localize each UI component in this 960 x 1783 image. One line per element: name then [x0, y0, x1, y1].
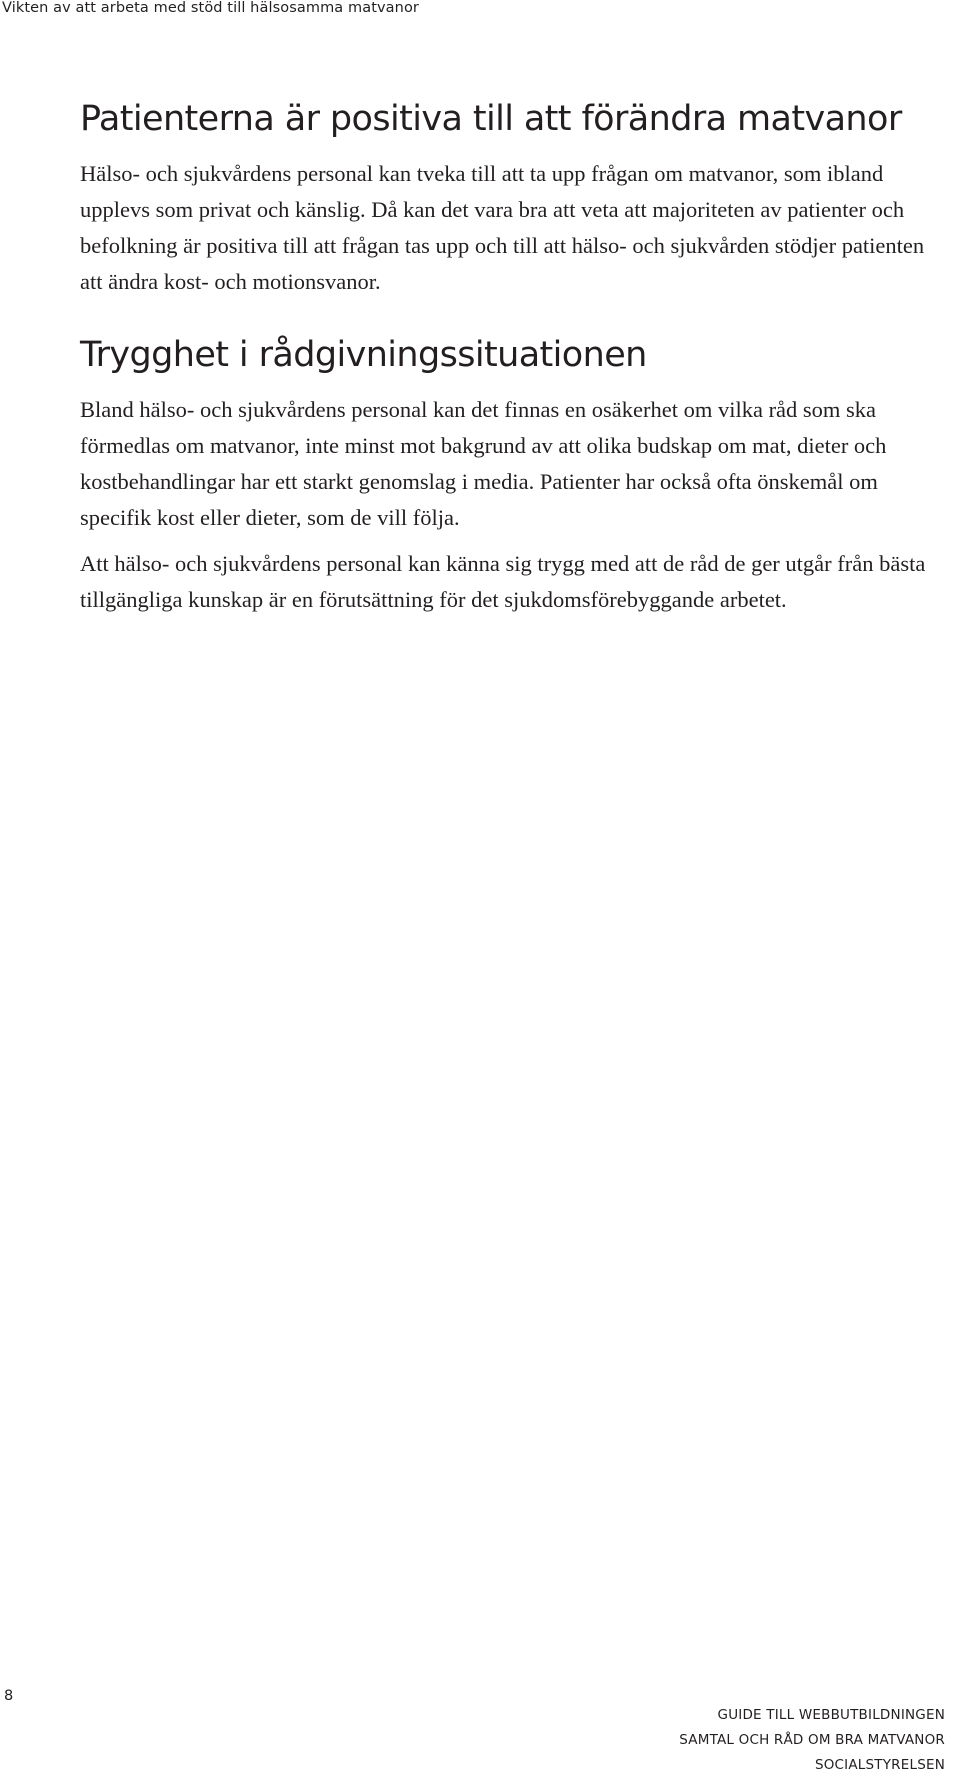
footer-publication-info [679, 1703, 945, 1778]
footer-subtitle: SAMTAL OCH RÅD OM BRA MATVANOR [679, 1732, 945, 1748]
running-header: Vikten av att arbeta med stöd till hälsosamma matvanor [2, 0, 419, 16]
section-patient-attitudes [80, 96, 940, 300]
body-paragraph: Hälso- och sjukvårdens personal kan tveka till att ta upp frågan om matvanor, som ibland upplevs som privat och känslig. Då kan det vara bra att veta att majoriteten av patienter och befolkning är positiva till att frågan tas upp och till att hälso- och sjukvården stödjer patienten att ändra kost- och motionsvanor. [80, 161, 925, 294]
footer-guide-title: GUIDE TILL WEBBUTBILDNINGEN [717, 1707, 945, 1723]
footer-publisher: SOCIALSTYRELSEN [814, 1757, 945, 1773]
section-heading: Trygghet i rådgivningssituationen [80, 335, 647, 375]
body-paragraph: Bland hälso- och sjukvårdens personal kan det finnas en osäkerhet om vilka råd som ska förmedlas om matvanor, inte minst mot bakgrund av att olika budskap om mat, dieter och kostbehandlingar har ett starkt genomslag i media. Patienter har också ofta önskemål om specifik kost eller dieter, som de vill följa. [80, 397, 887, 530]
body-paragraph: Att hälso- och sjukvårdens personal kan känna sig trygg med att de råd de ger utgår från bästa tillgängliga kunskap är en förutsättning för det sjukdomsförebyggande arbetet. [80, 551, 926, 612]
page-content [80, 96, 940, 622]
section-heading: Patienterna är positiva till att förändra matvanor [80, 99, 902, 139]
section-counseling-confidence [80, 332, 940, 618]
page-number: 8 [4, 1688, 14, 1704]
